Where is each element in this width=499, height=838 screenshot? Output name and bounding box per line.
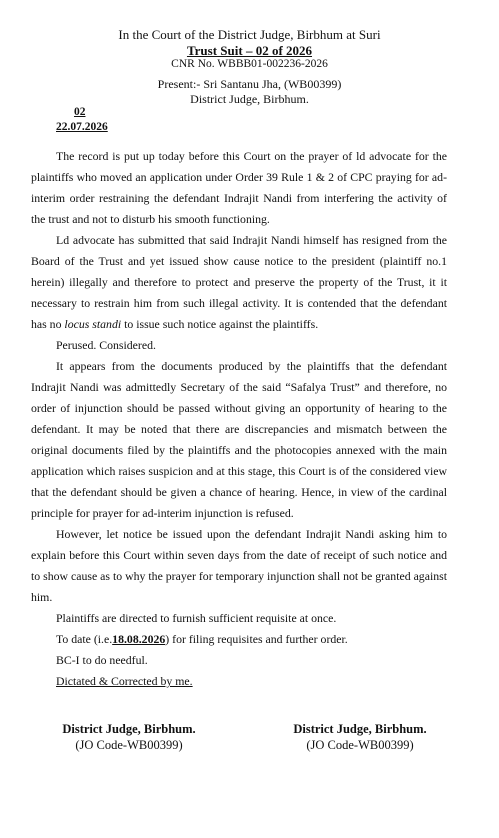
paragraph-5: However, let notice be issued upon the defendant Indrajit Nandi asking him to explain before this Court within seven days from the date of receipt of such notice and to show cause as to why the prayer for temporary injunction shall not be granted against him. bbox=[31, 527, 447, 604]
paragraph-1-text: The record is put up today before this Court on the prayer of ld advocate for the plaintiffs who moved an application under Order 39 Rule 1 & 2 of CPC praying for ad-interim order restraining the defendant Indrajit Nandi from interfering the activity of the trust and not to disturb his smooth functioning. bbox=[31, 149, 447, 226]
suit-number: Trust Suit – 02 of 2026 bbox=[186, 43, 313, 58]
paragraph-1 bbox=[31, 146, 447, 230]
presiding-designation: District Judge, Birbhum. bbox=[190, 92, 309, 106]
signature-right-title: District Judge, Birbhum. bbox=[293, 722, 427, 736]
next-date: 18.08.2026 bbox=[112, 632, 166, 646]
dictated-note: Dictated & Corrected by me. bbox=[56, 674, 193, 688]
order-date: 22.07.2026 bbox=[56, 121, 108, 133]
paragraph-2 bbox=[31, 230, 447, 335]
signature-left-title: District Judge, Birbhum. bbox=[62, 722, 196, 736]
order-body bbox=[31, 146, 447, 692]
paragraph-2-text-b: to issue such notice against the plaintiffs. bbox=[121, 317, 319, 331]
locus-standi-italic: locus standi bbox=[64, 317, 122, 331]
signature-right-code: (JO Code-WB00399) bbox=[306, 738, 414, 752]
order-number: 02 bbox=[74, 106, 86, 118]
paragraph-8: BC-I to do needful. bbox=[56, 653, 148, 667]
paragraph-7-text-b: ) for filing requisites and further order. bbox=[165, 632, 348, 646]
paragraph-7 bbox=[31, 629, 447, 650]
signature-left bbox=[44, 721, 214, 753]
cnr-number: CNR No. WBBB01-002236-2026 bbox=[171, 58, 328, 70]
paragraph-3: Perused. Considered. bbox=[56, 338, 156, 352]
paragraph-6: Plaintiffs are directed to furnish sufficient requisite at once. bbox=[56, 611, 337, 625]
signature-left-code: (JO Code-WB00399) bbox=[75, 738, 183, 752]
court-heading: In the Court of the District Judge, Birbhum at Suri bbox=[118, 27, 381, 42]
presiding-officer: Present:- Sri Santanu Jha, (WB00399) bbox=[157, 77, 342, 91]
paragraph-7-text-a: To date (i.e. bbox=[56, 632, 113, 646]
signature-right bbox=[275, 721, 445, 753]
paragraph-4: It appears from the documents produced by the plaintiffs that the defendant Indrajit Nandi was admittedly Secretary of the said “Safalya Trust” and therefore, no order of injunction should be passed without giving an opportunity of hearing to the defendant. It may be noted that there are discrepancies and mismatch between the original documents filed by the plaintiffs and the photocopies annexed with the main application which raises suspicion and at this stage, this Court is of the considered view that the defendant should be given a chance of hearing. Hence, in view of the cardinal principle for prayer for ad-interim injunction is refused. bbox=[31, 359, 447, 520]
paragraph-2-text-a: Ld advocate has submitted that said Indrajit Nandi himself has resigned from the Board of the Trust and yet issued show cause notice to the president (plaintiff no.1 herein) illegally and therefore to protect and preserve the property of the Trust, it it necessary to restrain him from such illegal activity. It is contended that the defendant has no bbox=[31, 233, 447, 331]
paragraph-9 bbox=[31, 671, 447, 692]
